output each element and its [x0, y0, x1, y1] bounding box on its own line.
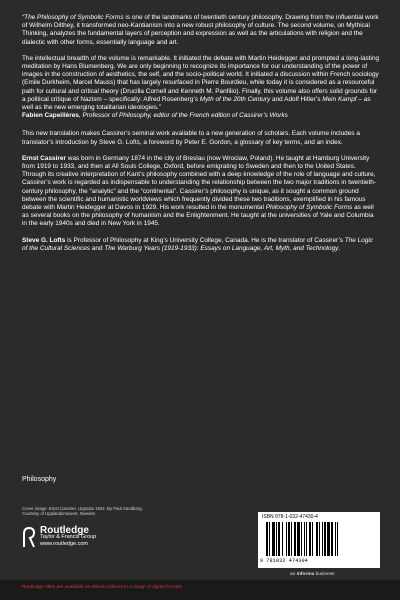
review-p1-text: is one of the landmarks of twentieth century philosophy. Drawing from the influential work of Wilhelm Dilthey, it transformed neo-Kantianism into a new robust philosophy of culture. The second volume, on Mythical Thinking, analyzes the fundamental layers of perception and expression as well as the articulations with religion and the dialectic with other forms, essentially language and art. [22, 14, 379, 46]
translator-bio-italic-2: The Warburg Years (1919-1933): Essays on Language, Art, Myth, and Technology [104, 244, 339, 252]
cover-credit-line-2: Courtesy of Upplandsmuseet, Sweden. [22, 511, 97, 517]
review-paragraph-2 [22, 55, 380, 112]
barcode-icon [266, 522, 374, 556]
informa-brand: informa [296, 572, 315, 577]
review-p2-text-c: – as well as the new emerging totalitarian ideologies.” [22, 95, 371, 112]
isbn-label: ISBN 978-1-032-47430-4 [262, 514, 318, 520]
translator-bio-text-b: and [90, 244, 105, 252]
informa-suffix: business [314, 572, 335, 577]
publisher-logo [22, 526, 96, 548]
publisher-url: www.routledge.com [40, 540, 88, 547]
author-bio [22, 155, 380, 229]
author-bio-text-a: was born in Germany 1874 in the city of Breslau (now Wroclaw, Poland). He taught at Hamburg University from 1919 to 1933, and then at All Souls College, Oxford, before emigrating to Sweden and then to the United States. Through its creative interpretation of Kant’s philosophy combined with a deep knowledge of the role of language and culture, Cassirer’s work is regarded as indispensable to understanding the relationship between the two major traditions in twentieth-century philosophy, the “analytic” and the “continental”. Cassirer’s philosophy is unique, as it sought a common ground between the scientific and humanistic worldviews which frequently divided these two traditions, exemplified in his famous debate with Martin Heidegger at Davos in 1929. His work resulted in the monumental [22, 154, 377, 212]
cover-credits [22, 506, 143, 517]
bottom-bar [0, 580, 400, 600]
subject-category: Philosophy [22, 476, 57, 483]
translator-bio-italic-1: The Logic of the Cultural Sciences [22, 236, 374, 252]
cover-credit-line-1: Cover image: Ernst Cassirer, Uppsala 1934. By Paul Sandberg. [22, 506, 143, 511]
informa-prefix: an [290, 572, 297, 577]
barcode-box [258, 512, 380, 568]
barcode-digits: 9 781032 474304 [260, 558, 309, 564]
translator-name: Steve G. Lofts [22, 236, 66, 244]
translator-bio-text-c: . [338, 244, 341, 252]
review-p2-italic-1: Myth of the 20th Century [199, 95, 271, 103]
author-bio-italic: Philosophy of Symbolic Forms [265, 204, 353, 212]
translator-bio-text-a: is Professor of Philosophy at King’s University College, Canada. He is the translator of Cassirer’s [65, 236, 345, 244]
reviewer-name: Fabien Capeillères [22, 112, 79, 120]
review-signature [22, 112, 380, 120]
ebook-note: Routledge titles are available as eBook editions in a range of digital formats [22, 585, 182, 590]
review-p2-text-a: The intellectual breadth of the volume is remarkable. It initiated the debate with Martin Heidegger and prompted a long-lasting meditation by Hans Blumenberg. We are only beginning to recognize its importance for our understanding of the power of images in the construction of aesthetics, the self, and the socio-political world. It initiated a discussion within French sociology (Emile Durkheim, Marcel Mauss) that has largely resurfaced in Pierre Bourdieu, while today it is considered as a resourceful path for cultural and critical theory (Drucilla Cornell and Kenneth M. Panfilio). Finally, this volume also offers solid grounds for a political critique of Nazism – specifically: Alfred Rosenberg’s [22, 54, 380, 103]
publisher-text [40, 524, 97, 548]
review-p2-italic-2: Mein Kampf [322, 95, 357, 103]
publisher-group: Taylor & Francis Group [40, 533, 97, 540]
routledge-logo-icon [22, 526, 36, 548]
author-name: Ernst Cassirer [22, 154, 67, 162]
review-paragraph-1 [22, 14, 380, 47]
reviewer-role: , Professor of Philosophy, editor of the French edition of Cassirer’s Works [78, 112, 288, 120]
translator-bio [22, 237, 380, 253]
author-bio-text-b: as well as several books on the philosophy of humanism and the Enlightenment. He taught at the universities of Yale and Columbia in the early 1940s and died in New York in 1945. [22, 204, 374, 228]
review-p2-text-b: and Adolf Hitler’s [270, 95, 323, 103]
translation-paragraph: This new translation makes Cassirer’s seminal work available to a new generation of scholars. Each volume includes a translator’s introduction by Steve G. Lofts, a foreword by Peter E. Gordon, a glossary of key terms, and an index. [22, 130, 360, 146]
publisher-name: Routledge [40, 524, 89, 536]
informa-credit [290, 572, 335, 577]
review-title-italic: “The Philosophy of Symbolic Forms [22, 14, 124, 21]
